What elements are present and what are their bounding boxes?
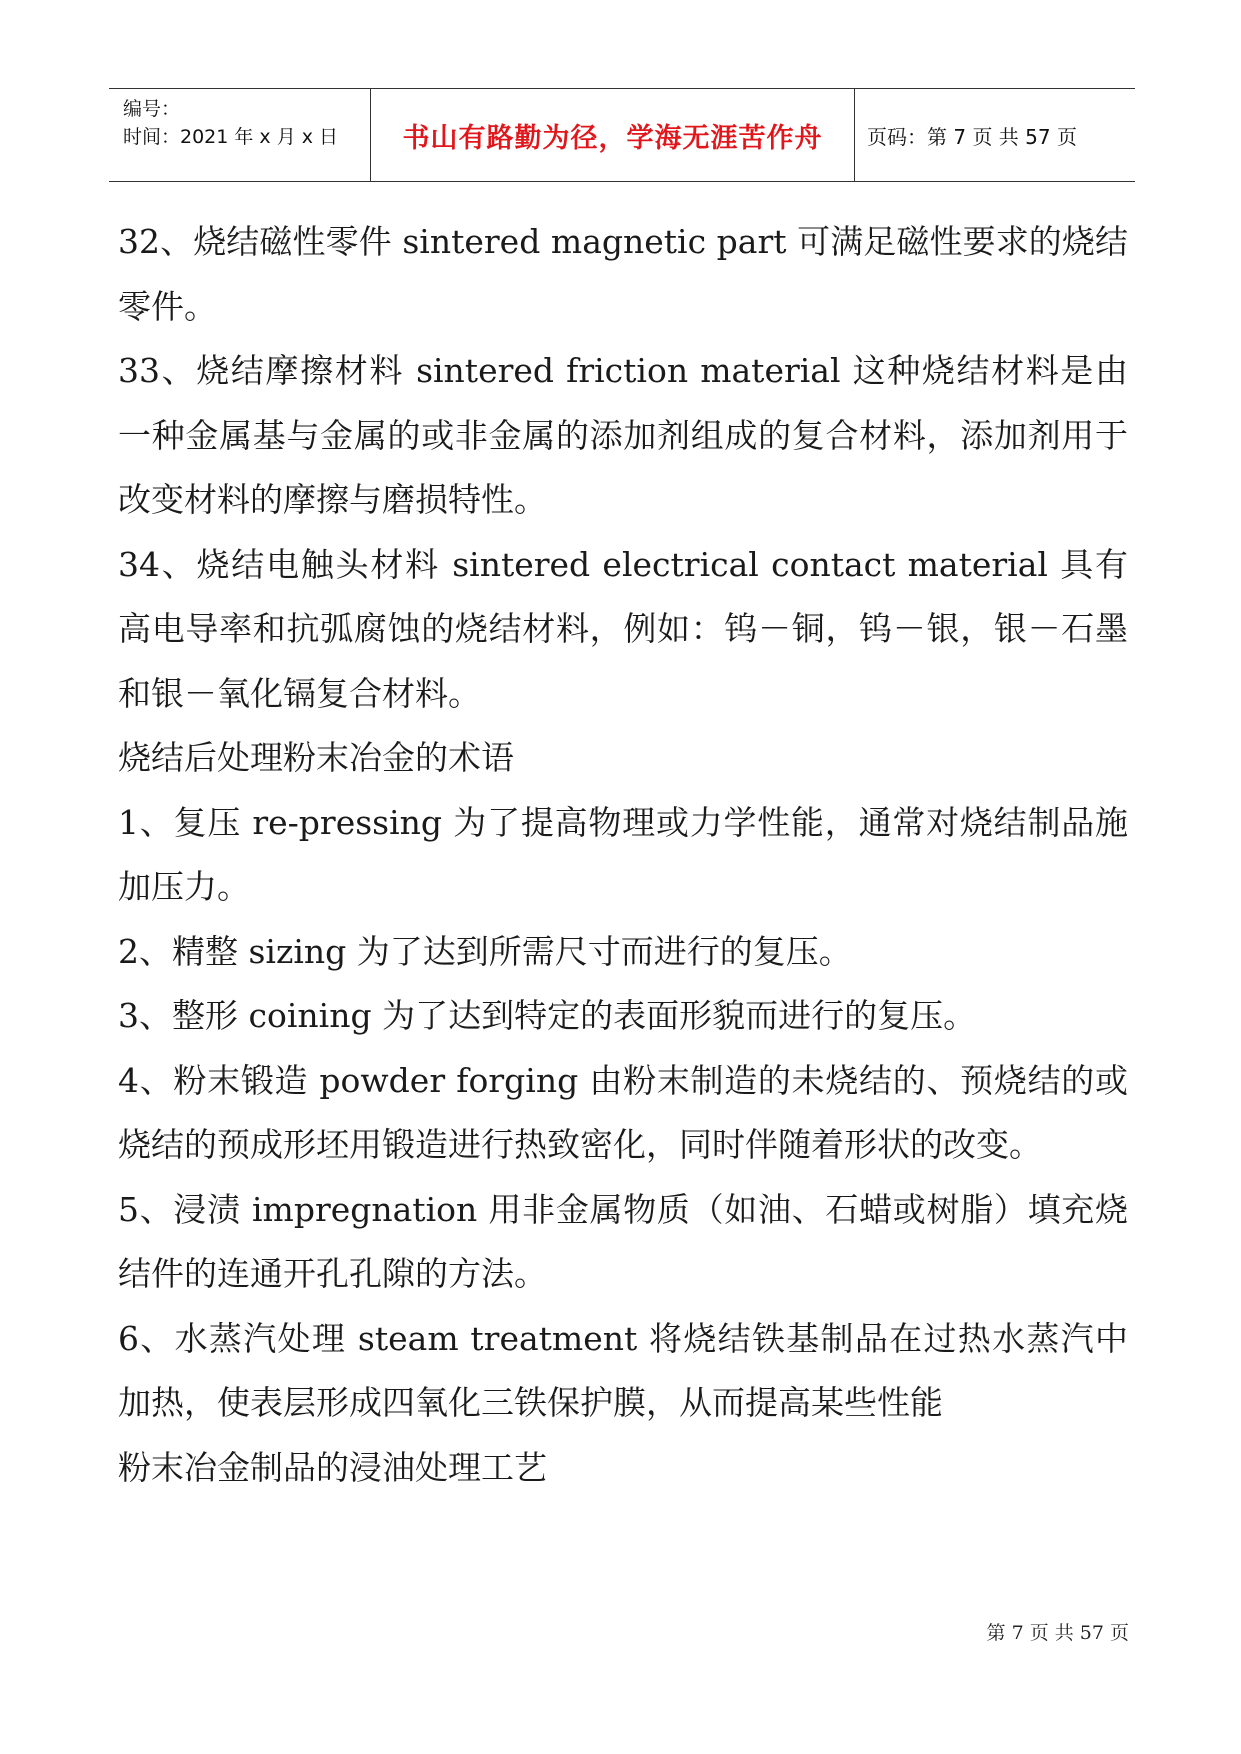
section-heading: 烧结后处理粉末冶金的术语 [118,738,514,777]
paragraph: 1、复压 re-pressing 为了提高物理或力学性能，通常对烧结制品施加压力。 [118,802,1128,906]
page-footer: 第 7 页 共 57 页 [986,1622,1129,1644]
paragraph: 粉末冶金制品的浸油处理工艺 [118,1447,547,1487]
page-header [109,88,1135,182]
paragraph: 5、浸渍 impregnation 用非金属物质（如油、石蜡或树脂）填充烧结件的连通开孔孔隙的方法。 [118,1189,1128,1293]
header-motto: 书山有路勤为径，学海无涯苦作舟 [371,89,855,181]
paragraph: 33、烧结摩擦材料 sintered friction material 这种烧结材料是由一种金属基与金属的或非金属的添加剂组成的复合材料，添加剂用于改变材料的摩擦与磨损特性。 [118,351,1128,519]
paragraph: 4、粉末锻造 powder forging 由粉末制造的未烧结的、预烧结的或烧结的预成形坯用锻造进行热致密化，同时伴随着形状的改变。 [118,1060,1128,1164]
document-time-label: 时间：2021 年 x 月 x 日 [123,126,339,148]
document-number-label: 编号： [123,98,181,120]
paragraph: 34、烧结电触头材料 sintered electrical contact material 具有高电导率和抗弧腐蚀的烧结材料，例如：钨－铜，钨－银，银－石墨和银－氧化镉复合材料。 [118,544,1128,713]
paragraph: 32、烧结磁性零件 sintered magnetic part 可满足磁性要求的烧结零件。 [118,222,1128,326]
paragraph: 3、整形 coining 为了达到特定的表面形貌而进行的复压。 [118,996,977,1035]
document-body [118,210,1128,1500]
header-page-info: 页码：第 7 页 共 57 页 [867,124,1077,149]
header-meta [109,89,371,181]
paragraph: 2、精整 sizing 为了达到所需尺寸而进行的复压。 [118,931,852,971]
paragraph: 6、水蒸汽处理 steam treatment 将烧结铁基制品在过热水蒸汽中加热，使表层形成四氧化三铁保护膜，从而提高某些性能 [118,1318,1128,1422]
